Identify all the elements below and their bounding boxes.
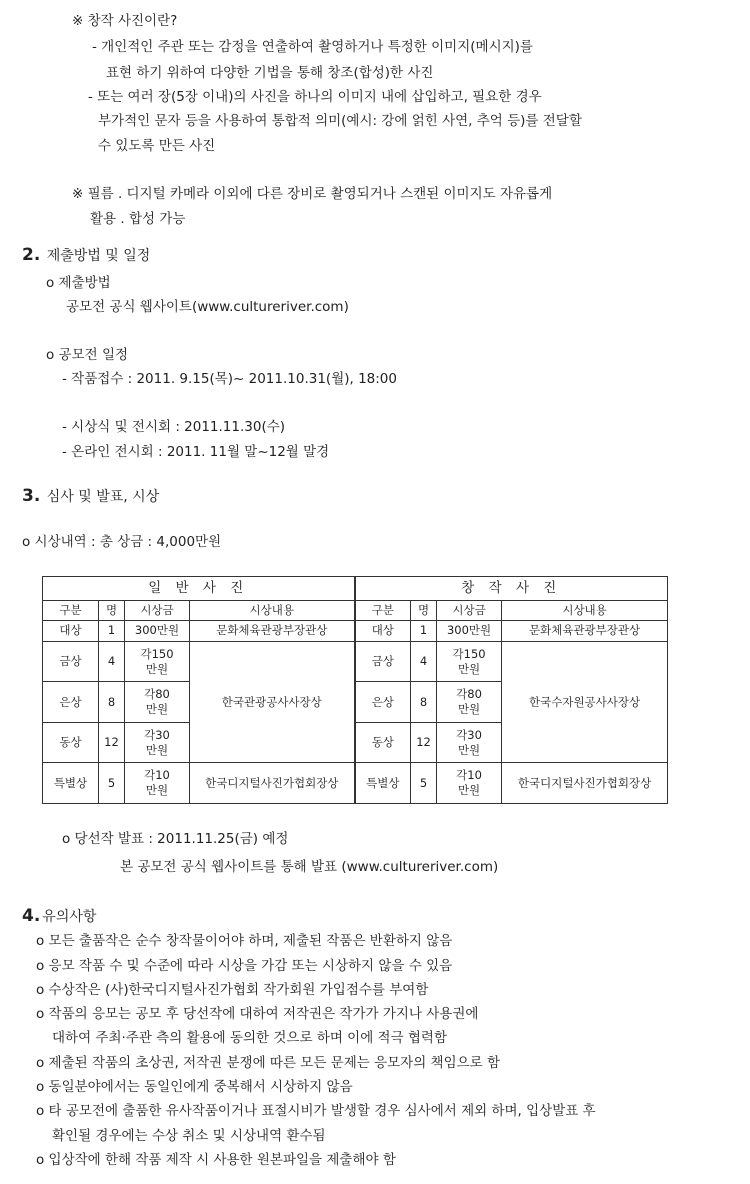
prize-line: 만원 — [145, 783, 169, 798]
award-cell: 문화체육관광부장관상 — [502, 620, 668, 641]
table-row — [43, 641, 668, 682]
prize-line: 만원 — [145, 702, 169, 717]
count-cell: 8 — [99, 682, 125, 723]
section-3-heading — [22, 487, 159, 506]
definition-note: ※ 필름 . 디지털 카메라 이외에 다른 장비로 촬영되거나 스캔된 이미지도 자유롭게 — [72, 186, 553, 202]
section-number: 3. — [22, 486, 41, 506]
prize-line: 각30 — [456, 727, 482, 742]
definition-note: 활용 . 합성 가능 — [90, 211, 186, 227]
col-header: 시상금 — [125, 601, 190, 620]
count-cell: 8 — [411, 682, 437, 723]
grade-cell: 금상 — [43, 641, 99, 682]
prize-cell — [437, 682, 502, 723]
notice-item: o 작품의 응모는 공모 후 당선작에 대하여 저작권은 작가가 가지나 사용권에 — [36, 1006, 479, 1022]
grade-cell: 은상 — [43, 682, 99, 723]
section-number: 2. — [22, 245, 41, 265]
notice-item: o 입상작에 한해 작품 제작 시 사용한 원본파일을 제출해야 함 — [36, 1152, 396, 1168]
count-cell: 5 — [99, 763, 125, 804]
prize-line: 만원 — [457, 661, 481, 676]
award-cell: 한국디지털사진가협회장상 — [502, 763, 668, 804]
prize-line: 각80 — [456, 687, 482, 702]
award-cell: 한국수자원공사사장상 — [502, 641, 668, 763]
table-row — [43, 763, 668, 804]
schedule-item: - 시상식 및 전시회 : 2011.11.30(수) — [62, 419, 286, 435]
awards-table — [42, 576, 668, 804]
award-cell: 한국디지털사진가협회장상 — [190, 763, 355, 804]
prize-line: 만원 — [457, 742, 481, 757]
grade-cell: 대상 — [43, 620, 99, 641]
announce-detail: 본 공모전 공식 웹사이트를 통해 발표 (www.cultureriver.com) — [120, 859, 499, 875]
section-number: 4. — [22, 906, 41, 926]
section-title: 유의사항 — [42, 909, 97, 925]
grade-cell: 동상 — [355, 722, 411, 763]
prize-line: 각10 — [456, 768, 482, 783]
prize-line: 각30 — [144, 727, 170, 742]
count-cell: 12 — [411, 722, 437, 763]
definition-line: 수 있도록 만든 사진 — [98, 138, 216, 154]
grade-cell: 특별상 — [355, 763, 411, 804]
grade-cell: 금상 — [355, 641, 411, 682]
prize-cell — [437, 641, 502, 682]
count-cell: 4 — [411, 641, 437, 682]
prize-line: 300만원 — [134, 623, 180, 638]
definition-line: 부가적인 문자 등을 사용하여 통합적 의미(예시: 강에 얽힌 사연, 추억 등)를 전달할 — [98, 113, 582, 129]
prize-line: 만원 — [145, 742, 169, 757]
count-cell: 1 — [411, 620, 437, 641]
prize-cell — [437, 620, 502, 641]
grade-cell: 대상 — [355, 620, 411, 641]
group-creative: 창 작 사 진 — [355, 577, 668, 601]
schedule-item: - 온라인 전시회 : 2011. 11월 말~12월 말경 — [62, 444, 330, 460]
col-header: 명 — [99, 601, 125, 620]
col-header: 시상내용 — [502, 601, 668, 620]
prize-line: 300만원 — [446, 623, 492, 638]
col-header: 시상내용 — [190, 601, 355, 620]
prize-cell — [437, 722, 502, 763]
prize-cell — [125, 763, 190, 804]
prize-line: 만원 — [457, 702, 481, 717]
col-header: 구분 — [43, 601, 99, 620]
col-header: 시상금 — [437, 601, 502, 620]
notice-item: o 타 공모전에 출품한 유사작품이거나 표절시비가 발생할 경우 심사에서 제외 하며, 입상발표 후 — [36, 1103, 596, 1119]
schedule-title: o 공모전 일정 — [46, 347, 129, 363]
definition-title: ※ 창작 사진이란? — [72, 13, 178, 29]
grade-cell: 특별상 — [43, 763, 99, 804]
prize-cell — [437, 763, 502, 804]
count-cell: 4 — [99, 641, 125, 682]
grade-cell: 동상 — [43, 722, 99, 763]
method-title: o 제출방법 — [46, 275, 111, 291]
notice-item: o 수상작은 (사)한국디지털사진가협회 작가회원 가입점수를 부여함 — [36, 982, 429, 998]
definition-line: - 개인적인 주관 또는 감정을 연출하여 촬영하거나 특정한 이미지(메시지)를 — [92, 39, 533, 55]
prize-cell — [125, 620, 190, 641]
section-4-heading — [22, 907, 96, 926]
prize-line: 각150 — [452, 646, 486, 661]
col-header: 구분 — [355, 601, 411, 620]
count-cell: 1 — [99, 620, 125, 641]
definition-line: - 또는 여러 장(5장 이내)의 사진을 하나의 이미지 내에 삽입하고, 필요한 경우 — [88, 89, 542, 105]
prize-total: o 시상내역 : 총 상금 : 4,000만원 — [22, 534, 222, 550]
count-cell: 12 — [99, 722, 125, 763]
table-header-row — [43, 601, 668, 620]
notice-item: o 응모 작품 수 및 수준에 따라 시상을 가감 또는 시상하지 않을 수 있음 — [36, 958, 453, 974]
section-title: 심사 및 발표, 시상 — [46, 489, 160, 505]
notice-item: o 모든 출품작은 순수 창작물이어야 하며, 제출된 작품은 반환하지 않음 — [36, 933, 453, 949]
prize-cell — [125, 682, 190, 723]
prize-cell — [125, 641, 190, 682]
notice-item: o 제출된 작품의 초상권, 저작권 분쟁에 따른 모든 문제는 응모자의 책임으로 함 — [36, 1055, 501, 1071]
table-row — [43, 620, 668, 641]
prize-line: 만원 — [457, 783, 481, 798]
method-text: 공모전 공식 웹사이트(www.cultureriver.com) — [66, 299, 349, 315]
col-header: 명 — [411, 601, 437, 620]
notice-item: o 동일분야에서는 동일인에게 중복해서 시상하지 않음 — [36, 1079, 353, 1095]
award-cell: 문화체육관광부장관상 — [190, 620, 355, 641]
prize-line: 만원 — [145, 661, 169, 676]
count-cell: 5 — [411, 763, 437, 804]
prize-line: 각10 — [144, 768, 170, 783]
notice-item: 확인될 경우에는 수상 취소 및 시상내역 환수됨 — [52, 1128, 326, 1144]
definition-line: 표현 하기 위하여 다양한 기법을 통해 창조(합성)한 사진 — [106, 65, 434, 81]
table-group-row — [43, 577, 668, 601]
award-cell: 한국관광공사사장상 — [190, 641, 355, 763]
group-general: 일 반 사 진 — [43, 577, 355, 601]
prize-line: 각80 — [144, 687, 170, 702]
schedule-item: - 작품접수 : 2011. 9.15(목)~ 2011.10.31(월), 18:00 — [62, 371, 397, 387]
prize-line: 각150 — [140, 646, 174, 661]
announce: o 당선작 발표 : 2011.11.25(금) 예정 — [62, 831, 289, 847]
section-2-heading — [22, 246, 150, 265]
notice-item: 대하여 주최·주관 측의 활용에 동의한 것으로 하며 이에 적극 협력함 — [52, 1030, 448, 1046]
section-title: 제출방법 및 일정 — [46, 248, 151, 264]
prize-cell — [125, 722, 190, 763]
grade-cell: 은상 — [355, 682, 411, 723]
